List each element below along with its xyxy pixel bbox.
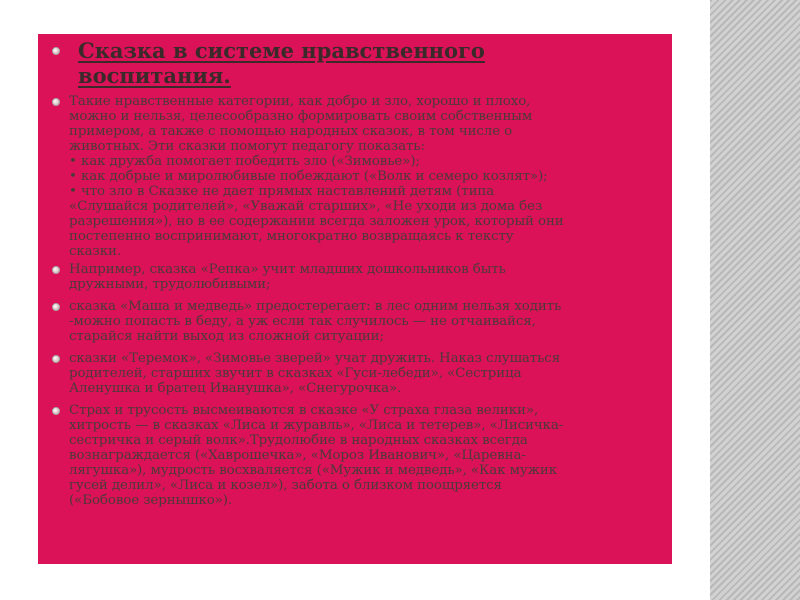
bullet-icon: [52, 98, 60, 106]
slide-title: [52, 38, 662, 88]
bullet-icon: [52, 355, 60, 363]
text-line: гусей делил», «Лиса и козел»), забота о близком поощряется: [69, 478, 502, 493]
decorative-stripe-panel: [710, 0, 800, 600]
text-line: сказки «Теремок», «Зимовье зверей» учат дружить. Наказ слушаться: [69, 351, 561, 366]
text-line: вознаграждается («Хаврошечка», «Мороз Иванович», «Царевна-: [69, 448, 526, 463]
text-line: Аленушка и братец Иванушка», «Снегурочка».: [69, 381, 402, 396]
slide-title-line: Сказка в системе нравственного: [78, 38, 485, 63]
text-line: старайся найти выход из сложной ситуации;: [69, 329, 384, 344]
text-line: сестричка и серый волк».Трудолюбие в народных сказках всегда: [69, 433, 528, 448]
text-line: родителей, старших звучит в сказках «Гуси-лебеди», «Сестрица: [69, 366, 522, 381]
slide-text-area: [52, 38, 662, 508]
text-line: сказки.: [69, 244, 122, 259]
text-line: хитрость — в сказках «Лиса и журавль», «Лиса и тетерев», «Лисичка-: [69, 418, 564, 433]
text-line: Например, сказка «Репка» учит младших дошкольников быть: [69, 262, 506, 277]
bullet-icon: [52, 47, 60, 55]
bullet-icon: [52, 266, 60, 274]
paragraph-moral-categories: [52, 94, 662, 259]
text-line: («Бобовое зернышко»).: [69, 493, 233, 508]
paragraph-repka: [52, 262, 662, 292]
slide-title-line: воспитания.: [78, 63, 231, 88]
paragraph-masha: [52, 299, 662, 344]
text-line: примером, а также с помощью народных сказок, в том числе о: [69, 124, 513, 139]
text-line: Такие нравственные категории, как добро и зло, хорошо и плохо,: [69, 94, 531, 109]
text-line: лягушка»), мудрость восхваляется («Мужик и медведь», «Как мужик: [69, 463, 557, 478]
paragraph-teremok: [52, 351, 662, 396]
text-line: сказка «Маша и медведь» предостерегает: в лес одним нельзя ходить: [69, 299, 562, 314]
bullet-icon: [52, 407, 60, 415]
text-line: разрешения»), но в ее содержании всегда заложен урок, который они: [69, 214, 564, 229]
text-line: • как дружба помогает победить зло («Зимовье»);: [69, 154, 420, 169]
text-line: животных. Эти сказки помогут педагогу показать:: [69, 139, 425, 154]
paragraph-fear: [52, 403, 662, 508]
text-line: дружными, трудолюбивыми;: [69, 277, 271, 292]
text-line: постепенно воспринимают, многократно возвращаясь к тексту: [69, 229, 514, 244]
text-line: -можно попасть в беду, а уж если так случилось — не отчаивайся,: [69, 314, 536, 329]
bullet-icon: [52, 303, 60, 311]
text-line: можно и нельзя, целесообразно формировать своим собственным: [69, 109, 533, 124]
text-line: • что зло в Сказке не дает прямых наставлений детям (типа: [69, 184, 495, 199]
text-line: «Слушайся родителей», «Уважай старших», «Не уходи из дома без: [69, 199, 543, 214]
text-line: Страх и трусость высмеиваются в сказке «У страха глаза велики»,: [69, 403, 539, 418]
text-line: • как добрые и миролюбивые побеждают («Волк и семеро козлят»);: [69, 169, 548, 184]
